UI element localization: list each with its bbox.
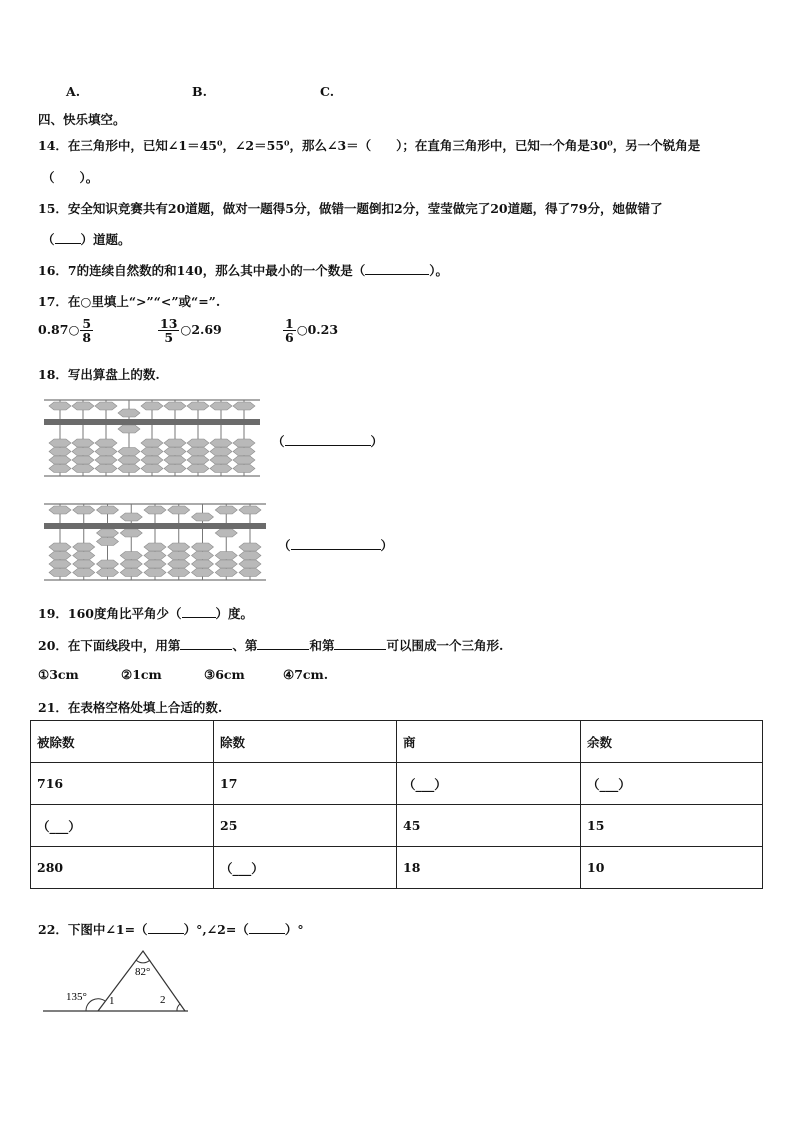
q17-fraction-1-den: 8 xyxy=(82,330,92,345)
q17-fraction-2 xyxy=(158,317,179,344)
abacus-lower-bead xyxy=(210,439,232,447)
abacus-lower-bead xyxy=(97,529,119,537)
abacus-lower-bead xyxy=(168,569,190,577)
table-cell-blank[interactable]: （___） xyxy=(214,847,397,889)
q17-fraction-1-num: 5 xyxy=(82,316,92,331)
q20-blank-1[interactable] xyxy=(180,649,232,650)
abacus-lower-bead xyxy=(97,560,119,568)
table-cell-blank[interactable]: （___） xyxy=(581,763,763,805)
abacus-figure-2 xyxy=(44,500,266,584)
abacus-lower-bead xyxy=(164,439,186,447)
abacus-lower-bead xyxy=(233,439,255,447)
table-row xyxy=(31,847,763,889)
abacus-lower-bead xyxy=(164,456,186,464)
question-14 xyxy=(38,136,700,154)
abacus-lower-bead xyxy=(215,529,237,537)
angle-2-label: 2 xyxy=(160,994,166,1006)
q22-text-c: ）° xyxy=(284,922,304,937)
q17-item-2[interactable] xyxy=(157,317,222,344)
exterior-angle-label: 135° xyxy=(66,991,87,1003)
q15-lparen: （ xyxy=(42,232,55,247)
q22-number: 22． xyxy=(38,922,68,937)
abacus-upper-bead xyxy=(144,506,166,514)
header-remainder: 余数 xyxy=(581,721,763,763)
q18-answer-1-lparen: （ xyxy=(272,434,285,449)
abacus-lower-bead xyxy=(95,448,117,456)
angle-2-arc xyxy=(177,1004,180,1011)
q16-text-b: ）。 xyxy=(429,263,448,278)
question-19 xyxy=(38,604,253,622)
abacus-lower-bead xyxy=(95,439,117,447)
q18-answer-1 xyxy=(272,432,383,450)
abacus-lower-bead xyxy=(95,465,117,473)
q15-text-line2 xyxy=(42,230,131,248)
table-cell: 18 xyxy=(397,847,581,889)
table-cell: 25 xyxy=(214,805,397,847)
abacus-lower-bead xyxy=(233,456,255,464)
abacus-lower-bead xyxy=(72,448,94,456)
abacus-lower-bead xyxy=(72,465,94,473)
q14-text-line1: 在三角形中，已知∠1＝45⁰，∠2＝55⁰，那么∠3＝（ ）；在直角三角形中，已知一个角是30⁰，另一个锐角是 xyxy=(67,138,701,153)
abacus-lower-bead xyxy=(239,560,261,568)
q19-number: 19． xyxy=(38,606,68,621)
abacus-upper-bead xyxy=(72,402,94,410)
abacus-lower-bead xyxy=(239,543,261,551)
q20-part-3: 和第 xyxy=(309,638,335,653)
table-row xyxy=(31,763,763,805)
abacus-lower-bead xyxy=(215,569,237,577)
division-table xyxy=(30,720,763,889)
abacus-lower-bead xyxy=(73,543,95,551)
q22-text-a: 下图中∠1=（ xyxy=(67,922,148,937)
abacus-lower-bead xyxy=(49,456,71,464)
q17-item-2-post: ○2.69 xyxy=(180,322,222,337)
table-cell: 17 xyxy=(214,763,397,805)
abacus-upper-bead xyxy=(141,402,163,410)
abacus-lower-bead xyxy=(118,465,140,473)
abacus-lower-bead xyxy=(141,439,163,447)
abacus-upper-bead xyxy=(239,506,261,514)
abacus-lower-bead xyxy=(187,465,209,473)
q22-blank-1[interactable] xyxy=(148,933,184,934)
abacus-lower-bead xyxy=(233,465,255,473)
abacus-lower-bead xyxy=(144,569,166,577)
q17-fraction-2-den: 5 xyxy=(164,330,174,345)
abacus-upper-bead xyxy=(120,513,142,521)
option-a: A. xyxy=(66,84,81,99)
abacus-upper-bead xyxy=(187,402,209,410)
q18-number: 18． xyxy=(38,367,68,382)
abacus-upper-bead xyxy=(192,513,214,521)
abacus-lower-bead xyxy=(95,456,117,464)
top-angle-label: 82° xyxy=(135,966,151,978)
q20-choice-4: ④7cm. xyxy=(283,667,329,682)
abacus-lower-bead xyxy=(120,529,142,537)
abacus-upper-bead xyxy=(215,506,237,514)
header-quotient: 商 xyxy=(397,721,581,763)
abacus-lower-bead xyxy=(233,448,255,456)
abacus-lower-bead xyxy=(72,439,94,447)
q20-choice-2: ②1cm xyxy=(121,667,162,682)
top-angle-arc xyxy=(136,960,150,963)
abacus-lower-bead xyxy=(49,448,71,456)
q20-number: 20． xyxy=(38,638,68,653)
q18-answer-2 xyxy=(278,536,393,554)
abacus-beam xyxy=(44,419,260,425)
abacus-lower-bead xyxy=(239,552,261,560)
table-cell: 280 xyxy=(31,847,214,889)
abacus-lower-bead xyxy=(141,456,163,464)
abacus-lower-bead xyxy=(192,569,214,577)
abacus-lower-bead xyxy=(168,543,190,551)
q20-part-2: 、第 xyxy=(232,638,258,653)
q16-number: 16． xyxy=(38,263,68,278)
abacus-lower-bead xyxy=(164,448,186,456)
header-divisor: 除数 xyxy=(214,721,397,763)
q21-text: 在表格空格处填上合适的数. xyxy=(67,700,223,715)
q16-answer-blank[interactable] xyxy=(365,274,429,275)
table-cell: 716 xyxy=(31,763,214,805)
q18-answer-2-blank[interactable] xyxy=(291,549,381,550)
abacus-lower-bead xyxy=(49,552,71,560)
q18-answer-1-blank[interactable] xyxy=(285,445,371,446)
abacus-upper-bead xyxy=(97,506,119,514)
q14-text-line2: （ ）。 xyxy=(42,170,99,185)
q15-text-line1: 安全知识竞赛共有20道题，做对一题得5分，做错一题倒扣2分，莹莹做完了20道题，得了79分，她做错了 xyxy=(67,201,663,216)
q18-answer-2-lparen: （ xyxy=(278,538,291,553)
q17-item-3-post: ○0.23 xyxy=(296,322,339,337)
q18-answer-1-rparen: ） xyxy=(370,434,384,449)
abacus-lower-bead xyxy=(192,560,214,568)
question-21 xyxy=(38,698,222,716)
abacus-lower-bead xyxy=(73,569,95,577)
abacus-lower-bead xyxy=(187,456,209,464)
question-22 xyxy=(38,920,304,938)
q20-blank-3[interactable] xyxy=(334,649,386,650)
q19-text-a: 160度角比平角少（ xyxy=(67,606,182,621)
abacus-lower-bead xyxy=(164,465,186,473)
abacus-upper-bead xyxy=(233,402,255,410)
table-cell-blank[interactable]: （___） xyxy=(31,805,214,847)
abacus-lower-bead xyxy=(49,543,71,551)
table-cell: 10 xyxy=(581,847,763,889)
abacus-lower-bead xyxy=(239,569,261,577)
abacus-lower-bead xyxy=(97,538,119,546)
abacus-upper-bead xyxy=(118,409,140,417)
q21-number: 21． xyxy=(38,700,68,715)
table-cell: 15 xyxy=(581,805,763,847)
abacus-lower-bead xyxy=(192,543,214,551)
abacus-lower-bead xyxy=(141,465,163,473)
q16-text-a: 7的连续自然数的和140，那么其中最小的一个数是（ xyxy=(67,263,366,278)
header-dividend: 被除数 xyxy=(31,721,214,763)
abacus-lower-bead xyxy=(210,465,232,473)
abacus-lower-bead xyxy=(49,465,71,473)
q20-choice-1: ①3cm xyxy=(38,667,79,682)
q18-answer-2-rparen: ） xyxy=(380,538,394,553)
angle-1-label: 1 xyxy=(109,995,115,1007)
abacus-lower-bead xyxy=(141,448,163,456)
q17-fraction-1 xyxy=(80,317,93,344)
abacus-lower-bead xyxy=(210,448,232,456)
question-17 xyxy=(38,292,220,310)
abacus-lower-bead xyxy=(49,569,71,577)
abacus-lower-bead xyxy=(120,560,142,568)
abacus-lower-bead xyxy=(118,448,140,456)
q22-text-b: ）°,∠2=（ xyxy=(183,922,249,937)
abacus-lower-bead xyxy=(144,560,166,568)
q17-item-3[interactable] xyxy=(282,317,338,344)
abacus-lower-bead xyxy=(215,552,237,560)
abacus-figure-1 xyxy=(44,396,260,480)
abacus-lower-bead xyxy=(168,560,190,568)
q17-fraction-2-num: 13 xyxy=(160,316,178,331)
table-cell-blank[interactable]: （___） xyxy=(397,763,581,805)
triangle-figure xyxy=(40,948,190,1014)
q22-blank-2[interactable] xyxy=(249,933,285,934)
abacus-lower-bead xyxy=(215,560,237,568)
question-20 xyxy=(38,636,503,654)
section-title: 四、快乐填空。 xyxy=(38,112,126,127)
q19-text-b: ）度。 xyxy=(215,606,254,621)
abacus-lower-bead xyxy=(210,456,232,464)
q19-answer-blank[interactable] xyxy=(182,617,216,618)
table-header-row xyxy=(31,721,763,763)
q17-fraction-3-num: 1 xyxy=(285,316,294,331)
q17-fraction-3 xyxy=(283,317,296,344)
abacus-upper-bead xyxy=(49,402,71,410)
abacus-lower-bead xyxy=(187,448,209,456)
abacus-upper-bead xyxy=(168,506,190,514)
q17-number: 17． xyxy=(38,294,68,309)
abacus-upper-bead xyxy=(95,402,117,410)
abacus-lower-bead xyxy=(49,560,71,568)
question-18 xyxy=(38,365,160,383)
abacus-lower-bead xyxy=(192,552,214,560)
q15-answer-blank[interactable] xyxy=(55,243,81,244)
table-cell: 45 xyxy=(397,805,581,847)
abacus-beam xyxy=(44,523,266,529)
abacus-lower-bead xyxy=(144,543,166,551)
q15-rest: ）道题。 xyxy=(80,232,131,247)
abacus-lower-bead xyxy=(73,560,95,568)
question-15 xyxy=(38,199,663,217)
q18-text: 写出算盘上的数. xyxy=(67,367,160,382)
abacus-upper-bead xyxy=(49,506,71,514)
q20-choice-3: ③6cm xyxy=(204,667,245,682)
q20-part-4: 可以围成一个三角形. xyxy=(386,638,504,653)
table-row xyxy=(31,805,763,847)
q17-item-1[interactable] xyxy=(38,317,94,344)
q17-text: 在○里填上“>”“<”或“=”. xyxy=(67,294,221,309)
option-b: B. xyxy=(192,84,207,99)
question-16 xyxy=(38,261,448,279)
abacus-lower-bead xyxy=(168,552,190,560)
abacus-lower-bead xyxy=(144,552,166,560)
q15-number: 15． xyxy=(38,201,68,216)
abacus-lower-bead xyxy=(187,439,209,447)
abacus-lower-bead xyxy=(120,569,142,577)
q17-fraction-3-den: 6 xyxy=(285,330,294,345)
abacus-lower-bead xyxy=(118,456,140,464)
abacus-lower-bead xyxy=(118,425,140,433)
q20-part-1: 在下面线段中，用第 xyxy=(67,638,181,653)
abacus-lower-bead xyxy=(73,552,95,560)
abacus-lower-bead xyxy=(120,552,142,560)
abacus-upper-bead xyxy=(73,506,95,514)
option-c: C. xyxy=(320,84,335,99)
q17-item-1-pre: 0.87○ xyxy=(38,322,80,337)
abacus-upper-bead xyxy=(164,402,186,410)
abacus-lower-bead xyxy=(49,439,71,447)
abacus-upper-bead xyxy=(210,402,232,410)
abacus-lower-bead xyxy=(72,456,94,464)
q14-number: 14． xyxy=(38,138,68,153)
abacus-lower-bead xyxy=(97,569,119,577)
q20-blank-2[interactable] xyxy=(257,649,309,650)
